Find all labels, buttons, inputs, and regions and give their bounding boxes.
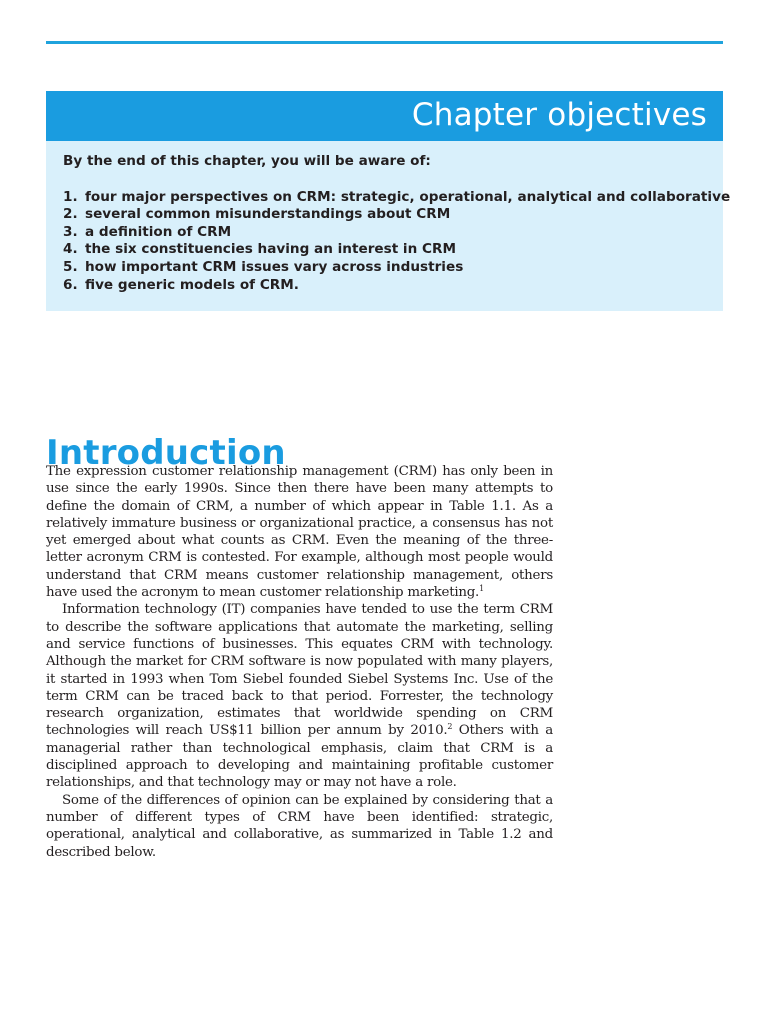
objective-item bbox=[63, 188, 731, 207]
objective-item bbox=[63, 241, 723, 259]
chapter-objectives-box bbox=[46, 91, 731, 311]
introduction-body bbox=[46, 463, 553, 861]
top-rule bbox=[46, 41, 723, 44]
objective-item bbox=[63, 224, 723, 242]
objective-number: 6. bbox=[63, 276, 78, 293]
objectives-intro: By the end of this chapter, you will be aware of: bbox=[63, 153, 431, 169]
objective-text: how important CRM issues vary across industries bbox=[85, 258, 464, 275]
objective-item bbox=[63, 277, 723, 295]
paragraph-3: Some of the differences of opinion can be explained by considering that a number of different types of CRM have been identified: strategic, operational, analytical and collaborative, as summarized in Table 1.2 and described below. bbox=[46, 792, 553, 860]
chapter-objectives-title: Chapter objectives bbox=[411, 97, 707, 133]
paragraph-2-text-a: Information technology (IT) companies have tended to use the term CRM to describe the software applications that automate the marketing, selling and service functions of businesses. This equates CRM with technology. Although the market for CRM software is now populated with many players, it started in 1993 when Tom Siebel founded Siebel Systems Inc. Use of the term CRM can be traced back to that period. Forrester, the technology research organization, estimates that worldwide spending on CRM technologies will reach US$11 billion per annum by 2010. bbox=[46, 602, 553, 739]
objective-text: four major perspectives on CRM: strategic, operational, analytical and collaborative bbox=[85, 188, 731, 205]
objective-text: several common misunderstandings about CRM bbox=[85, 206, 451, 223]
objective-number: 2. bbox=[63, 206, 78, 223]
objective-item bbox=[63, 259, 723, 277]
paragraph-2-text-b: Others with a managerial rather than technological emphasis, claim that CRM is a disciplined approach to developing and maintaining profitable customer relationships, and that technology may or may not have a role. bbox=[46, 723, 553, 791]
objective-text: five generic models of CRM. bbox=[85, 276, 299, 293]
paragraph-1-text: The expression customer relationship management (CRM) has only been in use since the early 1990s. Since then there have been many attempts to define the domain of CRM, a number of which appear in Table 1.1. As a relatively immature business or organizational practice, a consensus has not yet emerged about what counts as CRM. Even the meaning of the three-letter acronym CRM is contested. For example, although most people would understand that CRM means customer relationship management, others have used the acronym to mean customer relationship marketing. bbox=[46, 464, 553, 601]
paragraph-2 bbox=[46, 601, 553, 791]
objective-number: 1. bbox=[63, 188, 78, 205]
chapter-objectives-body bbox=[46, 141, 731, 294]
chapter-objectives-header bbox=[46, 91, 723, 141]
objective-number: 5. bbox=[63, 258, 78, 275]
objective-number: 3. bbox=[63, 223, 78, 240]
objective-text: a definition of CRM bbox=[85, 223, 232, 240]
footnote-ref-2[interactable]: 2 bbox=[447, 722, 453, 732]
objective-item bbox=[63, 206, 723, 224]
objective-number: 4. bbox=[63, 241, 78, 258]
footnote-ref-1[interactable]: 1 bbox=[479, 584, 484, 594]
objective-text: the six constituencies having an interest in CRM bbox=[85, 241, 456, 258]
paragraph-1 bbox=[46, 463, 553, 601]
section-heading-introduction: Introduction bbox=[46, 432, 286, 473]
objectives-list bbox=[63, 188, 731, 295]
